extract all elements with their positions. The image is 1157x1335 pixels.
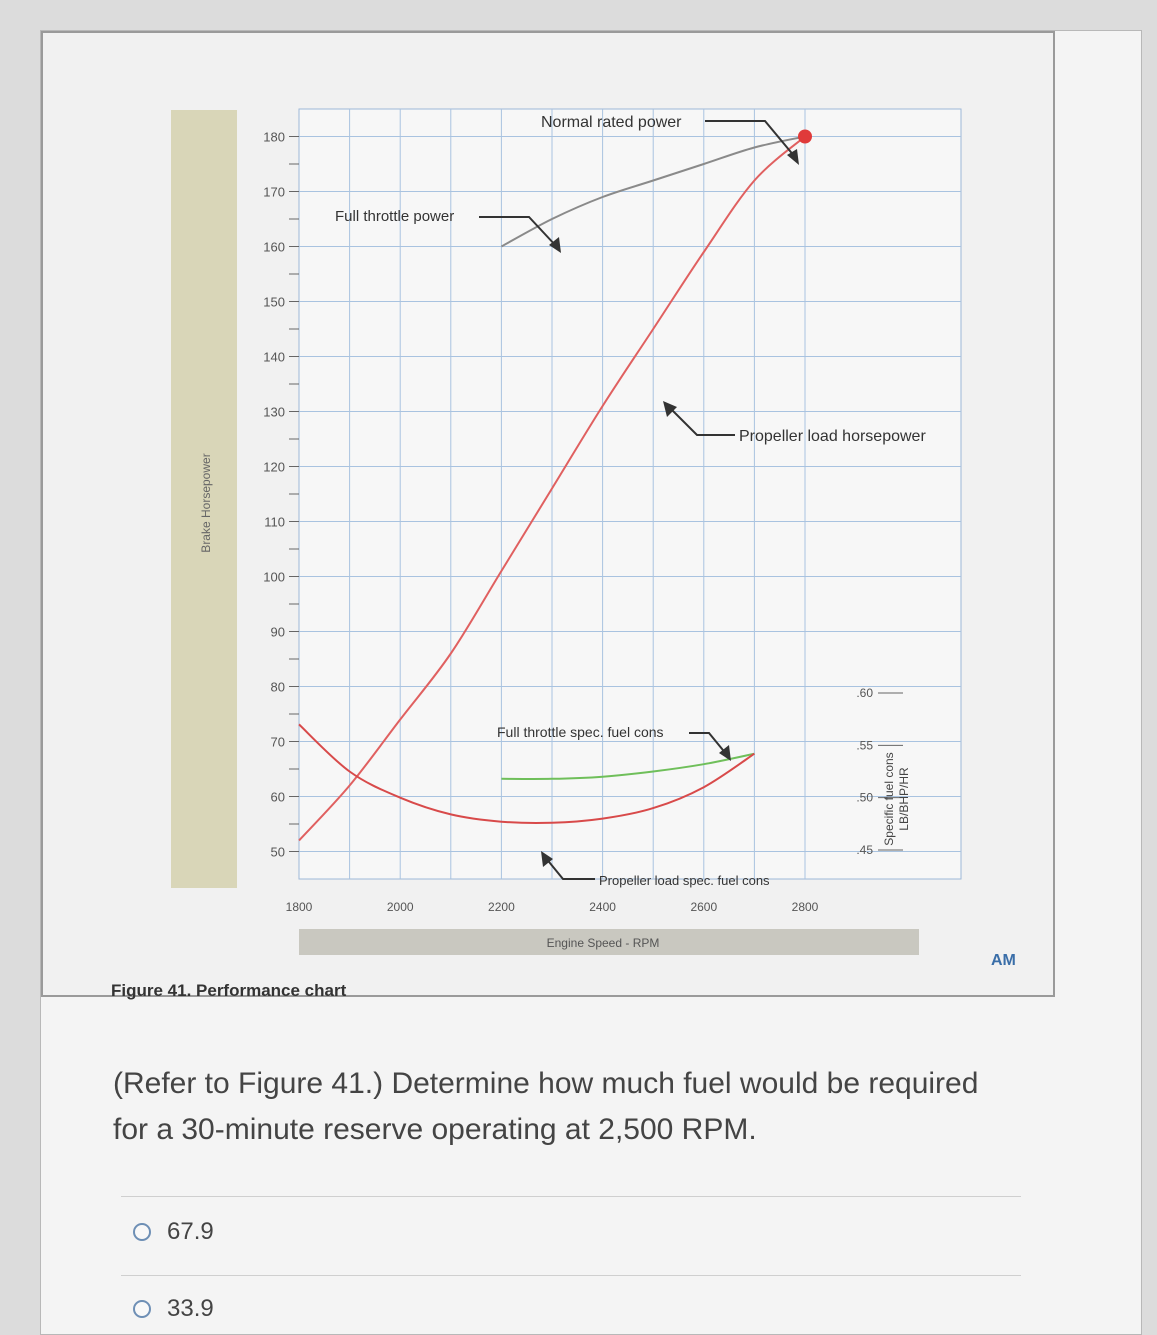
y2-axis-label-line2: LB/BHP/HR — [897, 767, 911, 831]
y-tick-label: 130 — [263, 404, 285, 420]
y-tick-label: 120 — [263, 459, 285, 475]
y2-tick-label: .50 — [856, 790, 873, 805]
y-tick-label: 60 — [270, 789, 285, 805]
figure-caption: Figure 41. Performance chart — [111, 981, 347, 1000]
y-tick-label: 110 — [264, 514, 285, 530]
question-card — [40, 30, 1142, 1335]
answer-option-label: 67.9 — [167, 1218, 214, 1245]
x-tick-label: 1800 — [285, 900, 313, 914]
y-tick-label: 180 — [263, 129, 285, 145]
y-tick-label: 80 — [270, 679, 285, 695]
x-tick-label: 2000 — [386, 900, 414, 914]
y-tick-label: 170 — [263, 184, 285, 200]
y2-tick-label: .60 — [856, 686, 873, 700]
x-tick-label: 2800 — [791, 900, 819, 914]
annotation-propeller-load-horsepower: Propeller load horsepower — [739, 428, 926, 445]
x-tick-label: 2400 — [589, 900, 616, 914]
annotation-full-throttle-sfc: Full throttle spec. fuel cons — [497, 724, 664, 740]
question-text: (Refer to Figure 41.) Determine how much fuel would be required for a 30-minute reserve operating at 2,500 RPM. — [113, 1067, 979, 1146]
divider — [121, 1196, 1021, 1197]
annotation-normal-rated-power: Normal rated power — [541, 114, 682, 131]
y-tick-label: 140 — [263, 349, 285, 365]
x-axis-label: Engine Speed - RPM — [546, 936, 660, 950]
x-tick-label: 2200 — [488, 900, 515, 914]
annotation-propeller-load-sfc: Propeller load spec. fuel cons — [599, 873, 770, 888]
annotation-full-throttle-power: Full throttle power — [335, 208, 455, 225]
y-tick-label: 50 — [270, 844, 285, 860]
y-tick-label: 70 — [270, 734, 285, 750]
y-tick-label: 150 — [263, 294, 285, 310]
answer-option-label: 33.9 — [167, 1295, 214, 1322]
y2-axis-label-line1: Specific fuel cons — [882, 752, 896, 846]
y-tick-label: 160 — [263, 239, 285, 255]
figure-frame — [41, 31, 1055, 997]
radio-button[interactable] — [133, 1300, 151, 1318]
y2-tick-label: .55 — [856, 738, 873, 753]
answer-option-2[interactable] — [133, 1295, 214, 1323]
watermark-logo: AM — [991, 952, 1016, 969]
answer-option-1[interactable] — [133, 1218, 214, 1246]
performance-chart — [43, 33, 1053, 995]
radio-button[interactable] — [133, 1223, 151, 1241]
y-tick-label: 90 — [270, 624, 285, 640]
rated-power-point — [798, 130, 812, 144]
y-axis-label: Brake Horsepower — [199, 453, 213, 553]
x-tick-label: 2600 — [690, 900, 718, 914]
y-tick-label: 100 — [263, 569, 285, 585]
y2-tick-label: .45 — [856, 843, 873, 857]
divider — [121, 1275, 1021, 1276]
